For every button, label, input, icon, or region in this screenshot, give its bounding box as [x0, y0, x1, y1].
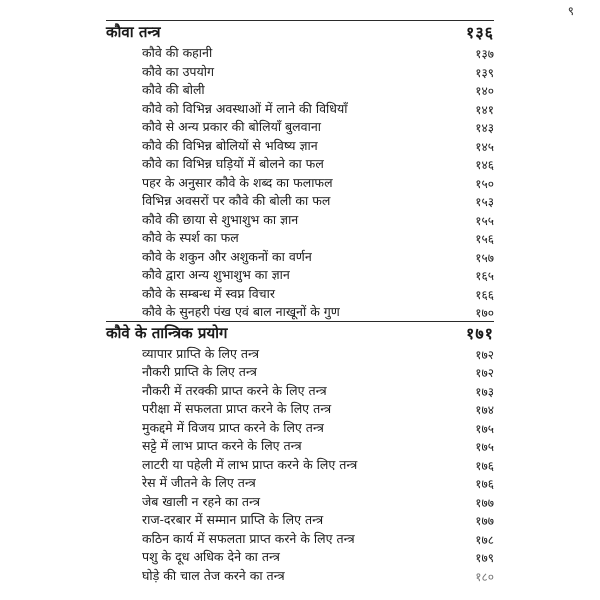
entry-page-number: १७६ — [475, 477, 494, 491]
table-of-contents — [106, 20, 494, 584]
entry-page-number: १७७ — [475, 495, 494, 510]
toc-entry — [106, 399, 494, 418]
entry-title: सट्टे में लाभ प्राप्त करने के लिए तन्त्र — [142, 438, 302, 453]
entry-title: लाटरी या पहेली में लाभ प्राप्त करने के लिए तन्त्र — [142, 456, 358, 472]
entry-page-number: १४६ — [475, 158, 494, 172]
toc-entry — [106, 80, 494, 99]
entry-title: नौकरी में तरक्की प्राप्त करने के लिए तन्त्र — [142, 382, 327, 398]
entry-title: जेब खाली न रहने का तन्त्र — [142, 493, 261, 509]
entry-page-number: १७६ — [475, 458, 494, 473]
entry-page-number: १७५ — [475, 440, 494, 454]
entry-title: कौवे का उपयोग — [142, 63, 215, 79]
toc-entry — [106, 136, 494, 155]
toc-entry — [106, 247, 494, 266]
entry-page-number: १४१ — [475, 102, 494, 117]
entry-page-number: १७७ — [475, 514, 494, 528]
entry-title: कौवे के सुनहरी पंख एवं बाल नाखूनों के गुण — [142, 304, 340, 319]
toc-entry — [106, 265, 494, 284]
entry-title: कौवे को विभिन्न अवस्थाओं में लाने की विधियाँ — [142, 100, 348, 116]
toc-entry — [106, 547, 494, 566]
entry-title: राज-दरबार में सम्मान प्राप्ति के लिए तन्त्र — [142, 512, 324, 527]
entry-page-number: १७९ — [475, 551, 494, 565]
toc-entry — [106, 455, 494, 474]
entry-title: कठिन कार्य में सफलता प्राप्त करने के लिए तन्त्र — [142, 530, 355, 546]
section-title: कौवे के तान्त्रिक प्रयोग — [106, 323, 228, 342]
entry-page-number: १४० — [475, 84, 494, 98]
section-page-number: १३६ — [466, 23, 494, 42]
entry-page-number: १४५ — [475, 139, 494, 154]
entry-page-number: १६६ — [475, 287, 494, 302]
entry-page-number: १७४ — [475, 403, 494, 417]
entry-page-number: १५६ — [475, 232, 494, 246]
toc-entry — [106, 62, 494, 81]
entry-title: कौवे की विभिन्न बोलियों से भविष्य ज्ञान — [142, 137, 318, 153]
toc-entry — [106, 492, 494, 511]
entry-page-number: १७२ — [475, 347, 494, 362]
entry-page-number: १६५ — [475, 269, 494, 283]
entry-title: कौवे के शकुन और अशुकनों का वर्णन — [142, 248, 312, 264]
toc-entry — [106, 117, 494, 136]
entry-page-number: १७० — [475, 306, 494, 320]
entry-title: परीक्षा में सफलता प्राप्त करने के लिए तन्त्र — [142, 401, 332, 416]
entry-page-number: १७५ — [475, 421, 494, 436]
entry-title: कौवे की छाया से शुभाशुभ का ज्ञान — [142, 211, 299, 227]
entry-title: रेस में जीतने के लिए तन्त्र — [142, 475, 256, 490]
section-title: कौवा तन्त्र — [106, 23, 161, 41]
toc-entry — [106, 436, 494, 455]
toc-entry — [106, 210, 494, 229]
entry-title: कौवे के सम्बन्ध में स्वप्न विचार — [142, 285, 275, 301]
toc-entry — [106, 418, 494, 437]
toc-entry — [106, 99, 494, 118]
entry-title: पहर के अनुसार कौवे के शब्द का फलाफल — [142, 174, 333, 190]
toc-entry — [106, 173, 494, 192]
entry-page-number: १३७ — [475, 47, 494, 61]
toc-section-heading — [106, 20, 494, 43]
toc-entry — [106, 191, 494, 210]
entry-title: पशु के दूध अधिक देने का तन्त्र — [142, 549, 280, 564]
toc-entry — [106, 228, 494, 247]
entry-page-number: १७२ — [475, 366, 494, 380]
entry-title: कौवे के स्पर्श का फल — [142, 230, 239, 245]
entry-title: व्यापार प्राप्ति के लिए तन्त्र — [142, 345, 259, 361]
toc-entry — [106, 473, 494, 492]
toc-entry — [106, 510, 494, 529]
entry-page-number: १४३ — [475, 121, 494, 135]
toc-section-heading — [106, 321, 494, 344]
toc-entry — [106, 529, 494, 548]
entry-page-number: १८० — [475, 569, 494, 584]
entry-title: नौकरी प्राप्ति के लिए तन्त्र — [142, 364, 257, 379]
entry-title: कौवे की कहानी — [142, 45, 213, 60]
entry-title: घोड़े की चाल तेज करने का तन्त्र — [142, 567, 285, 583]
entry-title: कौवे की बोली — [142, 82, 205, 97]
entry-page-number: १५० — [475, 176, 494, 191]
entry-title: मुकद्दमे में विजय प्राप्त करने के लिए तन्त्र — [142, 419, 324, 435]
toc-entry — [106, 362, 494, 381]
toc-entry — [106, 302, 494, 321]
entry-title: कौवे से अन्य प्रकार की बोलियाँ बुलवाना — [142, 119, 322, 134]
entry-page-number: १७८ — [475, 532, 494, 547]
entry-title: कौवे का विभिन्न घड़ियों में बोलने का फल — [142, 156, 324, 171]
toc-entry — [106, 154, 494, 173]
entry-page-number: १७३ — [475, 384, 494, 399]
toc-entry — [106, 566, 494, 585]
toc-entry — [106, 43, 494, 62]
toc-entry — [106, 381, 494, 400]
section-page-number: १७१ — [466, 323, 494, 343]
entry-page-number: १५५ — [475, 213, 494, 228]
entry-title: विभिन्न अवसरों पर कौवे की बोली का फल — [142, 193, 331, 208]
entry-title: कौवे द्वारा अन्य शुभाशुभ का ज्ञान — [142, 267, 290, 282]
entry-page-number: १३९ — [475, 65, 494, 80]
toc-entry — [106, 284, 494, 303]
page-number: ९ — [567, 4, 574, 18]
entry-page-number: १५३ — [475, 195, 494, 209]
toc-entry — [106, 344, 494, 363]
entry-page-number: १५७ — [475, 250, 494, 265]
